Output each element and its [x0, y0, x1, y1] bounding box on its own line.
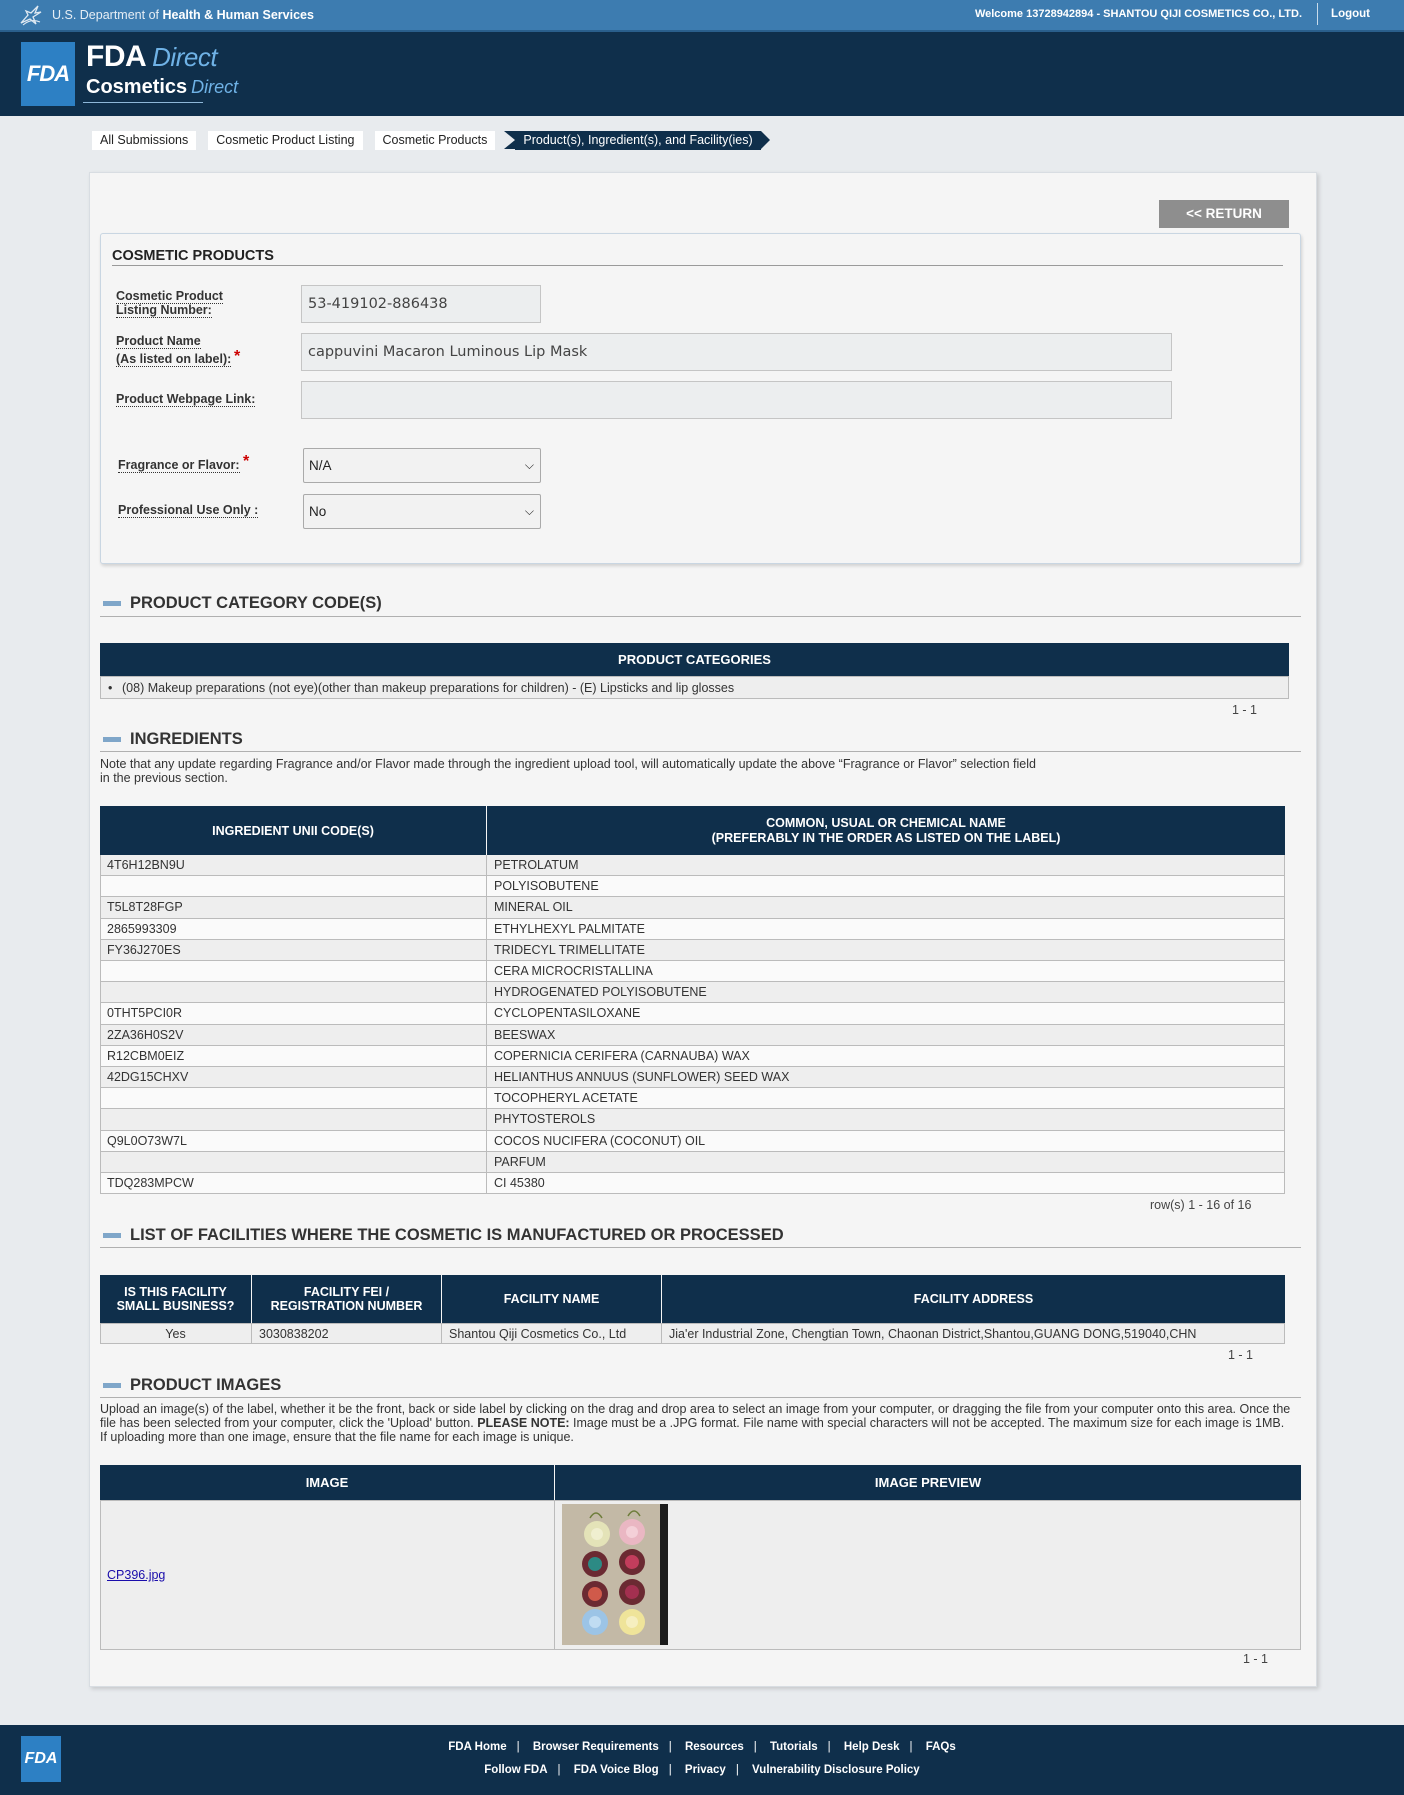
listing-number-label-line2: Listing Number: [116, 303, 212, 317]
listing-number-field[interactable]: 53-419102-886438 [301, 285, 541, 323]
fda-logo[interactable]: FDA [21, 42, 75, 106]
chevron-down-icon: ⌵ [524, 458, 534, 472]
ingredient-name: CI 45380 [494, 1176, 545, 1190]
professional-use-select[interactable] [303, 494, 541, 529]
ingredients-col-name: COMMON, USUAL OR CHEMICAL NAME (PREFERABLY IN THE ORDER AS LISTED ON THE LABEL) [487, 806, 1285, 855]
ingredient-unii-code: 4T6H12BN9U [107, 858, 185, 872]
ingredient-name: ETHYLHEXYL PALMITATE [494, 921, 645, 936]
images-col-image: IMAGE [100, 1465, 554, 1500]
divider [112, 265, 1283, 266]
ingredient-unii-code: TDQ283MPCW [107, 1176, 194, 1190]
webpage-link-label: Product Webpage Link: [116, 392, 256, 406]
hhs-label: U.S. Department of Health & Human Services [52, 8, 314, 22]
ingredient-name: PARFUM [494, 1154, 546, 1169]
breadcrumb-all-submissions[interactable]: All Submissions [92, 131, 196, 150]
category-item: • (08) Makeup preparations (not eye)(other than makeup preparations for children) - (E) Lipsticks and lip glosses [108, 681, 735, 695]
product-name-field[interactable]: cappuvini Macaron Luminous Lip Mask [301, 333, 1172, 371]
ingredient-name: MINERAL OIL [494, 900, 573, 915]
ingredient-name: HYDROGENATED POLYISOBUTENE [494, 985, 707, 1000]
webpage-link-field[interactable] [301, 381, 1172, 419]
facility-col-fei: FACILITY FEI / REGISTRATION NUMBER [252, 1275, 441, 1323]
divider [100, 751, 1301, 752]
ingredient-name: CYCLOPENTASILOXANE [494, 1006, 641, 1021]
footer-link-help-desk[interactable]: Help Desk [843, 1741, 900, 1753]
footer-link-tutorials[interactable]: Tutorials [769, 1741, 818, 1753]
table-row [100, 1500, 1301, 1650]
ingredient-name: CERA MICROCRISTALLINA [494, 964, 653, 978]
images-note-line3: If uploading more than one image, ensure that the file name for each image is unique. [100, 1430, 574, 1444]
listing-number-label-line1: Cosmetic Product [116, 289, 223, 303]
ingredient-name: TRIDECYL TRIMELLITATE [494, 942, 645, 957]
footer-link-fda-home[interactable]: FDA Home [448, 1741, 507, 1753]
divider [100, 1247, 1301, 1248]
ingredient-unii-code: Q9L0O73W7L [107, 1133, 187, 1148]
brand-underline [83, 102, 203, 103]
facility-small-business-value: Yes [165, 1327, 186, 1341]
facilities-section-title: LIST OF FACILITIES WHERE THE COSMETIC IS MANUFACTURED OR PROCESSED [130, 1226, 784, 1244]
breadcrumb [92, 131, 761, 150]
fragrance-selected-value: N/A [309, 458, 332, 473]
ingredient-unii-code: 2865993309 [107, 921, 177, 936]
ingredient-name: BEESWAX [494, 1027, 556, 1042]
ingredient-name: TOCOPHERYL ACETATE [494, 1091, 638, 1106]
ingredient-name: COCOS NUCIFERA (COCONUT) OIL [494, 1133, 706, 1148]
footer-link-resources[interactable]: Resources [684, 1741, 744, 1753]
ingredients-note-line1: Note that any update regarding Fragrance and/or Flavor made through the ingredient upload tool, will automatically update the above “Fragrance or Flavor” selection field [100, 757, 1036, 771]
required-asterisk: * [234, 348, 241, 365]
cosmetic-products-title: COSMETIC PRODUCTS [112, 248, 274, 264]
ingredients-note-line2: in the previous section. [100, 771, 228, 785]
product-name-label-line1: Product Name [116, 334, 201, 348]
hhs-eagle-icon [18, 3, 44, 27]
column-divider [554, 1500, 555, 1650]
chevron-down-icon: ⌵ [524, 504, 534, 518]
welcome-text: Welcome 13728942894 - SHANTOU QIJI COSMETICS CO., LTD. [974, 8, 1302, 20]
ingredient-name: PETROLATUM [494, 858, 579, 872]
collapse-icon[interactable] [103, 1233, 121, 1238]
footer-link-privacy[interactable]: Privacy [684, 1764, 726, 1776]
images-col-preview: IMAGE PREVIEW [555, 1465, 1301, 1500]
ingredient-unii-code: T5L8T28FGP [107, 900, 183, 915]
ingredient-unii-code: FY36J270ES [107, 942, 181, 957]
cosmetics-direct-wordmark: Cosmetics Direct [86, 76, 239, 98]
fragrance-select[interactable] [303, 448, 541, 483]
required-asterisk: * [243, 453, 250, 470]
facility-fei-value: 3030838202 [259, 1327, 329, 1341]
ingredient-unii-code: R12CBM0EIZ [107, 1048, 185, 1063]
footer-link-fda-voice-blog[interactable]: FDA Voice Blog [573, 1764, 659, 1776]
facility-col-small-business: IS THIS FACILITY SMALL BUSINESS? [100, 1275, 251, 1323]
product-image-preview[interactable] [562, 1504, 668, 1645]
collapse-icon[interactable] [103, 1383, 121, 1388]
hhs-identity [18, 0, 314, 30]
breadcrumb-cosmetic-products[interactable]: Cosmetic Products [375, 131, 496, 150]
divider [100, 1397, 1301, 1398]
footer-link-browser-requirements[interactable]: Browser Requirements [532, 1741, 659, 1753]
category-section-title: PRODUCT CATEGORY CODE(S) [130, 594, 382, 612]
ingredients-pager: row(s) 1 - 16 of 16 [1150, 1198, 1252, 1212]
ingredients-col-unii: INGREDIENT UNII CODE(S) [100, 806, 486, 855]
collapse-icon[interactable] [103, 601, 121, 606]
categories-pager: 1 - 1 [1232, 703, 1258, 717]
ingredient-name: COPERNICIA CERIFERA (CARNAUBA) WAX [494, 1048, 750, 1063]
categories-table-header: PRODUCT CATEGORIES [100, 643, 1289, 676]
product-name-label-line2: (As listed on label): [116, 352, 232, 366]
facility-col-name: FACILITY NAME [442, 1275, 661, 1323]
breadcrumb-current-page: Product(s), Ingredient(s), and Facility(ies) [515, 131, 760, 150]
footer-link-follow-fda[interactable]: Follow FDA [484, 1764, 548, 1776]
footer-links-row2: Follow FDA | FDA Voice Blog | Privacy | Vulnerability Disclosure Policy [484, 1764, 920, 1776]
images-note-line2: file has been selected from your computer, click the 'Upload' button. PLEASE NOTE: Image must be a .JPG format. File name with special characters will not be accepted. The maximum size for each image is 1MB. [100, 1416, 1285, 1430]
ingredient-name: HELIANTHUS ANNUUS (SUNFLOWER) SEED WAX [494, 1070, 790, 1084]
divider [100, 616, 1301, 617]
fda-footer-logo[interactable]: FDA [21, 1736, 61, 1782]
professional-use-selected-value: No [309, 504, 327, 519]
breadcrumb-cosmetic-product-listing[interactable]: Cosmetic Product Listing [208, 131, 362, 150]
collapse-icon[interactable] [103, 737, 121, 742]
ingredient-name: POLYISOBUTENE [494, 879, 599, 894]
footer-link-vulnerability-disclosure[interactable]: Vulnerability Disclosure Policy [752, 1764, 920, 1776]
facility-name-value: Shantou Qiji Cosmetics Co., Ltd [449, 1327, 627, 1341]
footer-link-faqs[interactable]: FAQs [925, 1741, 956, 1753]
hhs-top-bar [0, 0, 1404, 32]
facility-address-value: Jia'er Industrial Zone, Chengtian Town, Chaonan District,Shantou,GUANG DONG,519040,CHN [669, 1327, 1197, 1341]
return-button[interactable]: << RETURN [1159, 200, 1289, 228]
ingredient-unii-code: 2ZA36H0S2V [107, 1027, 184, 1042]
ingredient-name: PHYTOSTEROLS [494, 1112, 596, 1127]
facility-col-address: FACILITY ADDRESS [662, 1275, 1285, 1323]
fda-direct-wordmark: FDA Direct [86, 40, 218, 73]
ingredient-unii-code: 42DG15CHXV [107, 1070, 189, 1084]
header-divider [1317, 3, 1318, 25]
logout-link[interactable]: Logout [1331, 8, 1370, 20]
images-section-title: PRODUCT IMAGES [130, 1376, 282, 1394]
images-note-line1: Upload an image(s) of the label, whether it be the front, back or side label by clicking on the drag and drop area to select an image from your computer, or dragging the file from your computer onto this area. Once the [100, 1402, 1291, 1416]
ingredients-section-title: INGREDIENTS [130, 730, 243, 748]
footer-links-row1: FDA Home | Browser Requirements | Resources | Tutorials | Help Desk | FAQs [448, 1741, 956, 1753]
footer [0, 1725, 1404, 1795]
image-file-link[interactable]: CP396.jpg [107, 1568, 166, 1582]
professional-use-label: Professional Use Only : [118, 503, 259, 517]
brand-banner [0, 32, 1404, 116]
facilities-pager: 1 - 1 [1228, 1348, 1254, 1362]
images-pager: 1 - 1 [1243, 1652, 1269, 1666]
fragrance-label: Fragrance or Flavor: [118, 458, 240, 472]
ingredient-unii-code: 0THT5PCI0R [107, 1006, 183, 1021]
